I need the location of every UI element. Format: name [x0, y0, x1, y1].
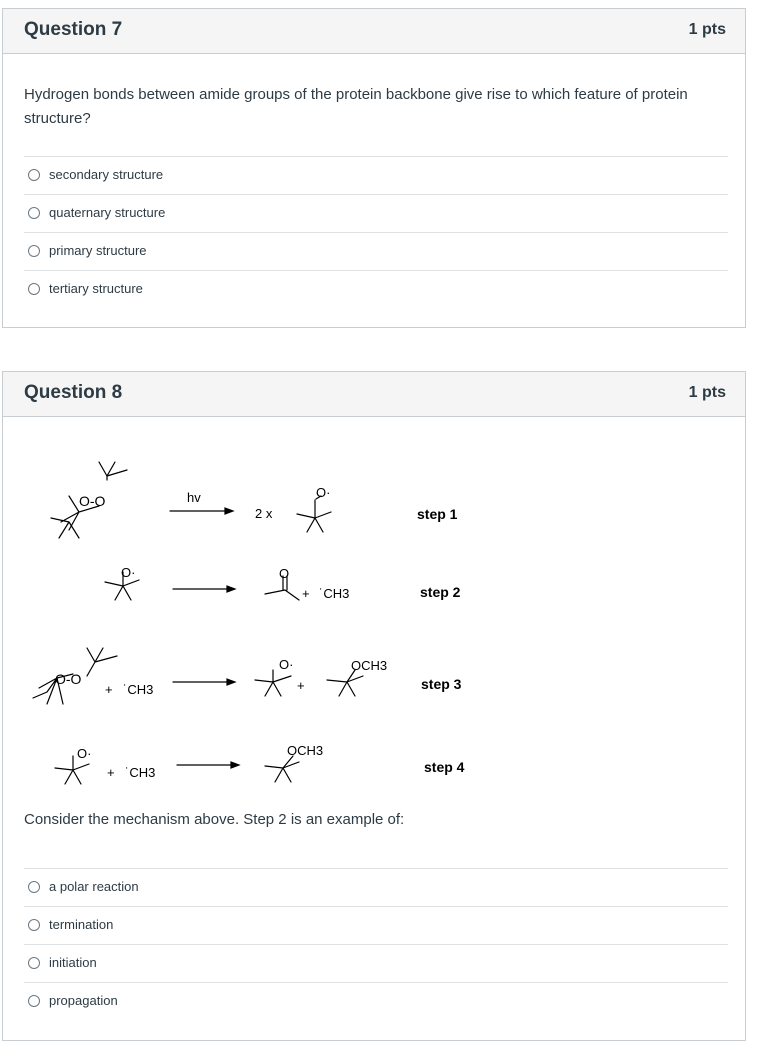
question-7-card — [2, 8, 746, 328]
answer-label[interactable]: secondary structure — [49, 167, 164, 182]
answer-option[interactable] — [24, 982, 728, 1020]
step-3-label: step 3 — [421, 676, 462, 692]
arrowhead — [227, 679, 235, 685]
methyl-radical-label: ˙CH3 — [123, 682, 154, 697]
mechanism-diagram — [3, 372, 747, 802]
oxygen-radical-label: O· — [316, 485, 331, 500]
peroxide-label: O-O — [55, 671, 82, 687]
answer-label[interactable]: termination — [49, 917, 114, 932]
answer-label[interactable]: propagation — [49, 993, 118, 1008]
methyl-radical-label: ˙CH3 — [125, 765, 156, 780]
question-7-title: Question 7 — [24, 19, 123, 40]
radio-button[interactable] — [28, 283, 40, 295]
arrowhead — [231, 762, 239, 768]
radio-button[interactable] — [28, 919, 40, 931]
arrowhead — [225, 508, 233, 514]
mechanism-bonds — [33, 462, 363, 784]
question-8-card — [2, 371, 746, 1041]
question-8-answers — [24, 868, 728, 1020]
radio-button[interactable] — [28, 207, 40, 219]
question-8-points: 1 pts — [688, 384, 726, 401]
peroxide-label: O-O — [79, 493, 106, 509]
oxygen-radical-label: O· — [121, 565, 136, 580]
step-1-label: step 1 — [417, 506, 458, 522]
plus-sign: + — [297, 678, 305, 693]
coefficient-label: 2 x — [255, 506, 273, 521]
question-8-title: Question 8 — [24, 382, 123, 403]
answer-label[interactable]: quaternary structure — [49, 205, 166, 220]
question-7-answers — [24, 156, 728, 308]
tbuo-radical — [297, 496, 331, 532]
oxygen-radical-label: O· — [77, 746, 92, 761]
radio-button[interactable] — [28, 957, 40, 969]
hv-label: hv — [187, 490, 201, 505]
answer-option[interactable] — [24, 270, 728, 308]
radio-button[interactable] — [28, 245, 40, 257]
step-2-label: step 2 — [420, 584, 461, 600]
answer-option[interactable] — [24, 156, 728, 194]
question-7-text: Hydrogen bonds between amide groups of the protein backbone give rise to which feature of protein structure? — [24, 86, 688, 127]
question-7-header — [3, 9, 745, 54]
radio-button[interactable] — [28, 169, 40, 181]
question-8-text: Consider the mechanism above. Step 2 is an example of: — [24, 811, 405, 828]
answer-option[interactable] — [24, 232, 728, 270]
methyl-tbutyl-ether — [265, 756, 299, 782]
radio-button[interactable] — [28, 995, 40, 1007]
step-4-label: step 4 — [424, 759, 465, 775]
plus-sign: + — [105, 682, 113, 697]
answer-option[interactable] — [24, 944, 728, 982]
carbonyl-oxygen-label: O — [279, 566, 290, 581]
tbu-group — [99, 462, 127, 476]
answer-label[interactable]: a polar reaction — [49, 879, 139, 894]
answer-label[interactable]: primary structure — [49, 243, 147, 258]
tbu-group — [51, 518, 79, 538]
answer-label[interactable]: tertiary structure — [49, 281, 143, 296]
radio-button[interactable] — [28, 881, 40, 893]
methoxy-label: OCH3 — [351, 658, 388, 673]
methyl-tbutyl-ether — [327, 670, 363, 696]
answer-option[interactable] — [24, 194, 728, 232]
oxygen-radical-label: O· — [279, 657, 294, 672]
answer-option[interactable] — [24, 906, 728, 944]
methoxy-label: OCH3 — [287, 743, 324, 758]
arrowhead — [227, 586, 235, 592]
tbu-group — [87, 648, 117, 676]
tbuo-radical — [255, 670, 291, 696]
plus-sign: + — [302, 586, 310, 601]
answer-option[interactable] — [24, 868, 728, 906]
plus-sign: + — [107, 765, 115, 780]
answer-label[interactable]: initiation — [49, 955, 97, 970]
question-7-points: 1 pts — [688, 21, 726, 38]
methyl-radical-label: ˙CH3 — [319, 586, 350, 601]
